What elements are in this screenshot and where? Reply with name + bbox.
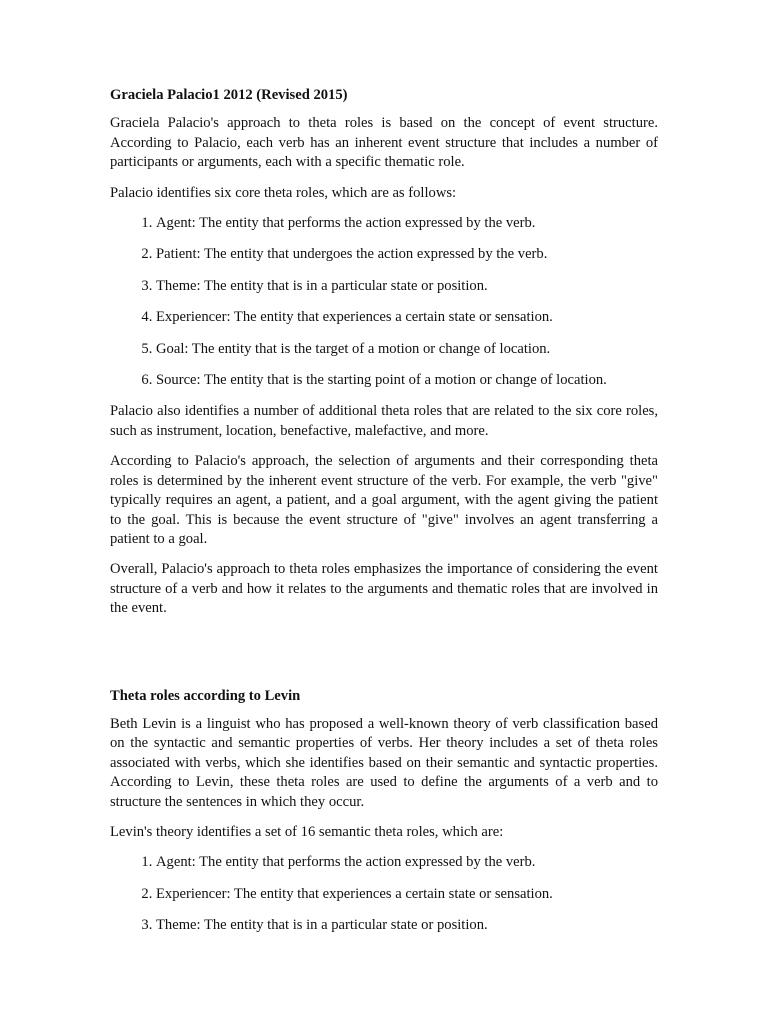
- section-heading-palacio: Graciela Palacio1 2012 (Revised 2015): [110, 87, 348, 103]
- paragraph: Overall, Palacio's approach to theta roles emphasizes the importance of considering the event structure of a verb and how it relates to the arguments and thematic roles that are involved in the event.: [110, 561, 658, 617]
- paragraph: Beth Levin is a linguist who has proposed a well-known theory of verb classification based on the syntactic and semantic properties of verbs. Her theory includes a set of theta roles associated with verbs, which she identifies based on their semantic and syntactic properties. According to Levin, these theta roles are used to define the arguments of a verb and to structure the sentences in which they occur.: [110, 715, 658, 810]
- list-item: 3. Theme: The entity that is in a particular state or position.: [156, 916, 658, 935]
- list-item: 4. Experiencer: The entity that experiences a certain state or sensation.: [156, 308, 658, 327]
- theta-roles-list-levin: [110, 853, 658, 935]
- list-item: 2. Patient: The entity that undergoes the action expressed by the verb.: [156, 245, 658, 264]
- paragraph: Palacio also identifies a number of additional theta roles that are related to the six core roles, such as instrument, location, benefactive, malefactive, and more.: [110, 403, 658, 439]
- list-item: 1. Agent: The entity that performs the action expressed by the verb.: [156, 214, 658, 233]
- section-gap: [110, 630, 658, 683]
- list-item: 2. Experiencer: The entity that experiences a certain state or sensation.: [156, 885, 658, 904]
- list-item: 6. Source: The entity that is the starting point of a motion or change of location.: [156, 371, 658, 390]
- list-item: 5. Goal: The entity that is the target of a motion or change of location.: [156, 340, 658, 359]
- paragraph: Levin's theory identifies a set of 16 semantic theta roles, which are:: [110, 823, 504, 840]
- section-heading-levin: Theta roles according to Levin: [110, 687, 301, 704]
- list-item: 3. Theme: The entity that is in a particular state or position.: [156, 277, 658, 296]
- document-page: [110, 82, 658, 948]
- list-item: 1. Agent: The entity that performs the action expressed by the verb.: [156, 853, 658, 872]
- paragraph: Graciela Palacio's approach to theta roles is based on the concept of event structure. According to Palacio, each verb has an inherent event structure that includes a number of participants or arguments, each with a specific thematic role.: [110, 115, 658, 171]
- paragraph: Palacio identifies six core theta roles, which are as follows:: [110, 184, 457, 201]
- paragraph: According to Palacio's approach, the selection of arguments and their corresponding theta roles is determined by the inherent event structure of the verb. For example, the verb "give" typically requires an agent, a patient, and a goal argument, with the agent giving the patient to the goal. This is because the event structure of "give" involves an agent transferring a patient to a goal.: [110, 453, 658, 547]
- theta-roles-list-palacio: [110, 214, 658, 390]
